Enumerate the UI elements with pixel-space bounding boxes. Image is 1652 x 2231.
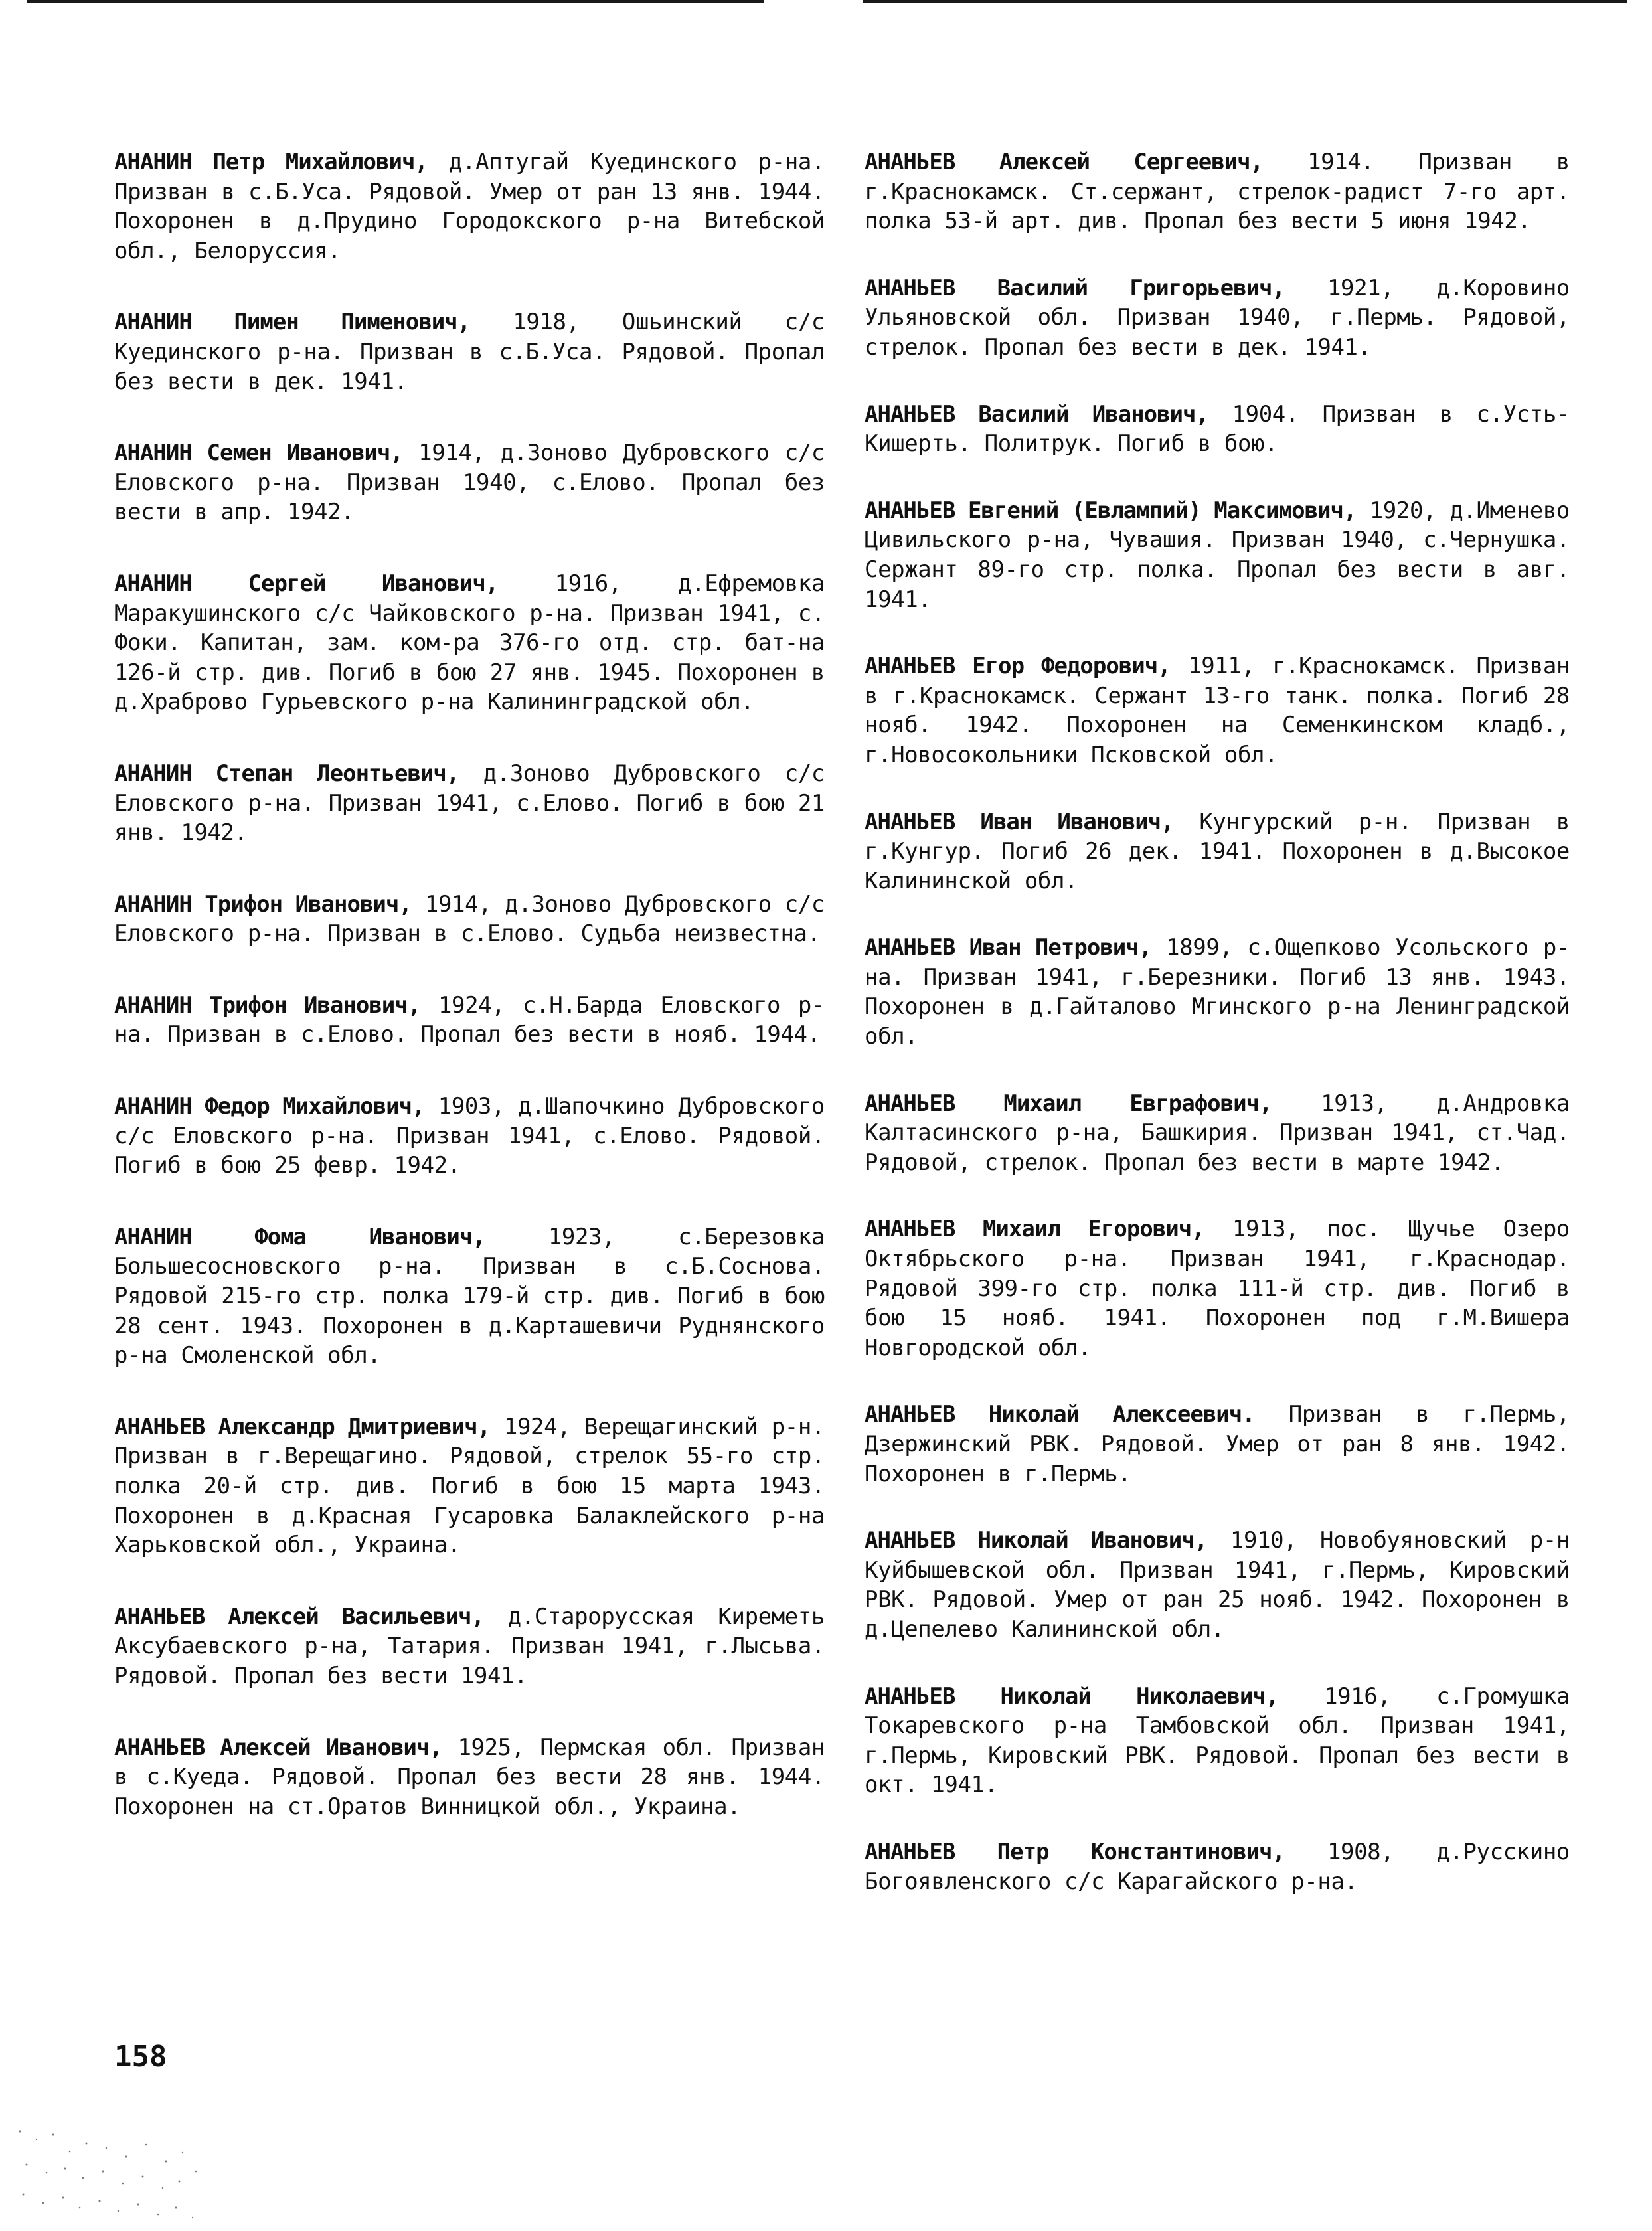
entry: [865, 400, 1570, 459]
entry-name: АНАНЬЕВ Николай Иванович,: [865, 1527, 1208, 1554]
entry-details: 1903, д.Шапочкино Дубровского с/с Еловского р-на. Призван 1941, с.Елово. Рядовой. Погиб в бою 25 февр. 1942.: [114, 1093, 825, 1179]
entry: [865, 147, 1570, 236]
entry-details: 1918, Ошьинский с/с Куединского р-на. Призван в с.Б.Уса. Рядовой. Пропал без вести в дек. 1941.: [114, 309, 825, 395]
entry-name: АНАНИН Трифон Иванович,: [114, 991, 421, 1019]
entry-details: 1914. Призван в г.Краснокамск. Ст.сержант, стрелок-радист 7-го арт. полка 53-й арт. див. Пропал без вести 5 июня 1942.: [865, 149, 1570, 235]
entry-details: 1913, пос. Щучье Озеро Октябрьского р-на. Призван 1941, г.Краснодар. Рядовой 399-го стр. полка 111-й стр. див. Погиб в бою 15 нояб. 1941. Похоронен под г.М.Вишера Новгородской обл.: [865, 1216, 1570, 1361]
entry: [865, 496, 1570, 614]
entry-name: АНАНИН Фома Иванович,: [114, 1223, 485, 1250]
entry-name: АНАНЬЕВ Алексей Сергеевич,: [865, 149, 1264, 175]
entry: [114, 147, 825, 266]
entry-name: АНАНЬЕВ Василий Григорьевич,: [865, 274, 1285, 301]
entry: [865, 1526, 1570, 1644]
entry-name: АНАНИН Федор Михайлович,: [114, 1093, 425, 1120]
entry: [114, 1412, 825, 1560]
entry-details: 1913, д.Андровка Калтасинского р-на, Башкирия. Призван 1941, ст.Чад. Рядовой, стрелок. Пропал без вести в марте 1942.: [865, 1090, 1570, 1176]
entry: [865, 1837, 1570, 1896]
entry: [114, 438, 825, 527]
entry: [865, 651, 1570, 770]
entry-details: 1920, д.Именево Цивильского р-на, Чувашия. Призван 1940, с.Чернушка. Сержант 89-го стр. полка. Пропал без вести в авг. 1941.: [865, 497, 1570, 613]
entry-name: АНАНИН Семен Иванович,: [114, 440, 403, 467]
entry-details: Призван в г.Пермь, Дзержинский РВК. Рядовой. Умер от ран 8 янв. 1942. Похоронен в г.Пермь.: [865, 1401, 1570, 1487]
entry: [114, 759, 825, 848]
entry-details: 1914, д.Зоново Дубровского с/с Еловского р-на. Призван в с.Елово. Судьба неизвестна.: [114, 890, 825, 948]
entry-name: АНАНЬЕВ Николай Алексеевич.: [865, 1401, 1255, 1428]
entry: [865, 1682, 1570, 1800]
entry: [114, 890, 825, 949]
entry: [114, 1733, 825, 1822]
page-number: 158: [114, 2040, 167, 2074]
entry-name: АНАНИН Сергей Иванович,: [114, 570, 499, 597]
entry: [114, 1092, 825, 1181]
top-rule-segment: [863, 0, 1627, 3]
entry-details: 1910, Новобуяновский р-н Куйбышевской обл. Призван 1941, г.Пермь, Кировский РВК. Рядовой. Умер от ран 25 нояб. 1942. Похоронен в д.Цепелево Калининской обл.: [865, 1527, 1570, 1643]
entry-details: 1904. Призван в с.Усть-Кишерть. Политрук. Погиб в бою.: [865, 400, 1570, 457]
top-rule-segment: [27, 0, 764, 3]
entry-details: д.Зоново Дубровского с/с Еловского р-на. Призван 1941, с.Елово. Погиб в бою 21 янв. 1942.: [114, 760, 825, 847]
left-column: [114, 147, 825, 1863]
entry: [114, 1602, 825, 1691]
entry-name: АНАНЬЕВ Иван Петрович,: [865, 934, 1152, 961]
entry: [114, 307, 825, 396]
entry-name: АНАНЬЕВ Алексей Иванович,: [114, 1734, 442, 1761]
entry-name: АНАНИН Петр Михайлович,: [114, 149, 428, 175]
entry-name: АНАНЬЕВ Петр Константинович,: [865, 1838, 1285, 1865]
entry: [865, 933, 1570, 1051]
entry-name: АНАНЬЕВ Николай Николаевич,: [865, 1683, 1279, 1710]
entry-name: АНАНИН Трифон Иванович,: [114, 890, 412, 918]
entry-details: д.Аптугай Куединского р-на. Призван в с.Б.Уса. Рядовой. Умер от ран 13 янв. 1944. Похоронен в д.Прудино Городокского р-на Витебской обл., Белоруссия.: [114, 149, 825, 264]
entry-details: 1916, с.Громушка Токаревского р-на Тамбовской обл. Призван 1941, г.Пермь, Кировский РВК. Рядовой. Пропал без вести в окт. 1941.: [865, 1683, 1570, 1799]
entry-name: АНАНЬЕВ Алексей Васильевич,: [114, 1603, 484, 1630]
entry-details: Кунгурский р-н. Призван в г.Кунгур. Погиб 26 дек. 1941. Похоронен в д.Высокое Калининской обл.: [865, 808, 1570, 894]
entry-details: 1921, д.Коровино Ульяновской обл. Призван 1940, г.Пермь. Рядовой, стрелок. Пропал без вести в дек. 1941.: [865, 274, 1570, 361]
entry-name: АНАНЬЕВ Михаил Евграфович,: [865, 1090, 1272, 1117]
entry-details: 1908, д.Русскино Богоявленского с/с Карагайского р-на.: [865, 1838, 1570, 1895]
entry: [865, 1214, 1570, 1363]
entry-details: д.Старорусская Киреметь Аксубаевского р-на, Татария. Призван 1941, г.Лысьва. Рядовой. Пропал без вести 1941.: [114, 1603, 825, 1689]
entry-name: АНАНЬЕВ Василий Иванович,: [865, 400, 1208, 428]
entry-name: АНАНЬЕВ Егор Федорович,: [865, 653, 1171, 680]
entry-details: 1911, г.Краснокамск. Призван в г.Краснокамск. Сержант 13-го танк. полка. Погиб 28 нояб. 1942. Похоронен на Семенкинском кладб., г.Новосокольники Псковской обл.: [865, 653, 1570, 768]
entry-name: АНАНЬЕВ Александр Дмитриевич,: [114, 1413, 491, 1440]
entry-details: 1925, Пермская обл. Призван в с.Куеда. Рядовой. Пропал без вести 28 янв. 1944. Похоронен на ст.Оратов Винницкой обл., Украина.: [114, 1734, 825, 1820]
entry-details: 1923, с.Березовка Большесосновского р-на. Призван в с.Б.Соснова. Рядовой 215-го стр. полка 179-й стр. див. Погиб в бою 28 сент. 1943. Похоронен в д.Карташевичи Руднянского р-на Смоленской обл.: [114, 1223, 825, 1369]
entry-details: 1924, Верещагинский р-н. Призван в г.Верещагино. Рядовой, стрелок 55-го стр. полка 20-й стр. див. Погиб в бою 15 марта 1943. Похоронен в д.Красная Гусаровка Балаклейского р-на Харьковской обл., Украина.: [114, 1413, 825, 1559]
entry: [865, 1400, 1570, 1489]
scan-speckle: [7, 2125, 212, 2224]
entry: [865, 1089, 1570, 1178]
entry: [114, 569, 825, 717]
entry-name: АНАНЬЕВ Евгений (Евлампий) Максимович,: [865, 497, 1357, 524]
entry-details: 1899, с.Ощепково Усольского р-на. Призван 1941, г.Березники. Погиб 13 янв. 1943. Похоронен в д.Гайталово Мгинского р-на Ленинградской обл.: [865, 934, 1570, 1050]
entry-name: АНАНЬЕВ Михаил Егорович,: [865, 1216, 1204, 1243]
entry: [114, 991, 825, 1050]
entry-name: АНАНИН Степан Леонтьевич,: [114, 760, 459, 787]
top-rule: [0, 0, 1652, 5]
entry-details: 1914, д.Зоново Дубровского с/с Еловского р-на. Призван 1940, с.Елово. Пропал без вести в апр. 1942.: [114, 440, 825, 526]
entry: [865, 274, 1570, 363]
entry-name: АНАНЬЕВ Иван Иванович,: [865, 808, 1174, 835]
right-column: [865, 147, 1570, 1934]
entry: [865, 807, 1570, 896]
entry: [114, 1222, 825, 1370]
entry-name: АНАНИН Пимен Пименович,: [114, 309, 471, 336]
entry-details: 1916, д.Ефремовка Маракушинского с/с Чайковского р-на. Призван 1941, с. Фоки. Капитан, зам. ком-ра 376-го отд. стр. бат-на 126-й стр. див. Погиб в бою 27 янв. 1945. Похоронен в д.Храброво Гурьевского р-на Калининградской обл.: [114, 570, 825, 716]
entry-details: 1924, с.Н.Барда Еловского р-на. Призван в с.Елово. Пропал без вести в нояб. 1944.: [114, 991, 825, 1048]
